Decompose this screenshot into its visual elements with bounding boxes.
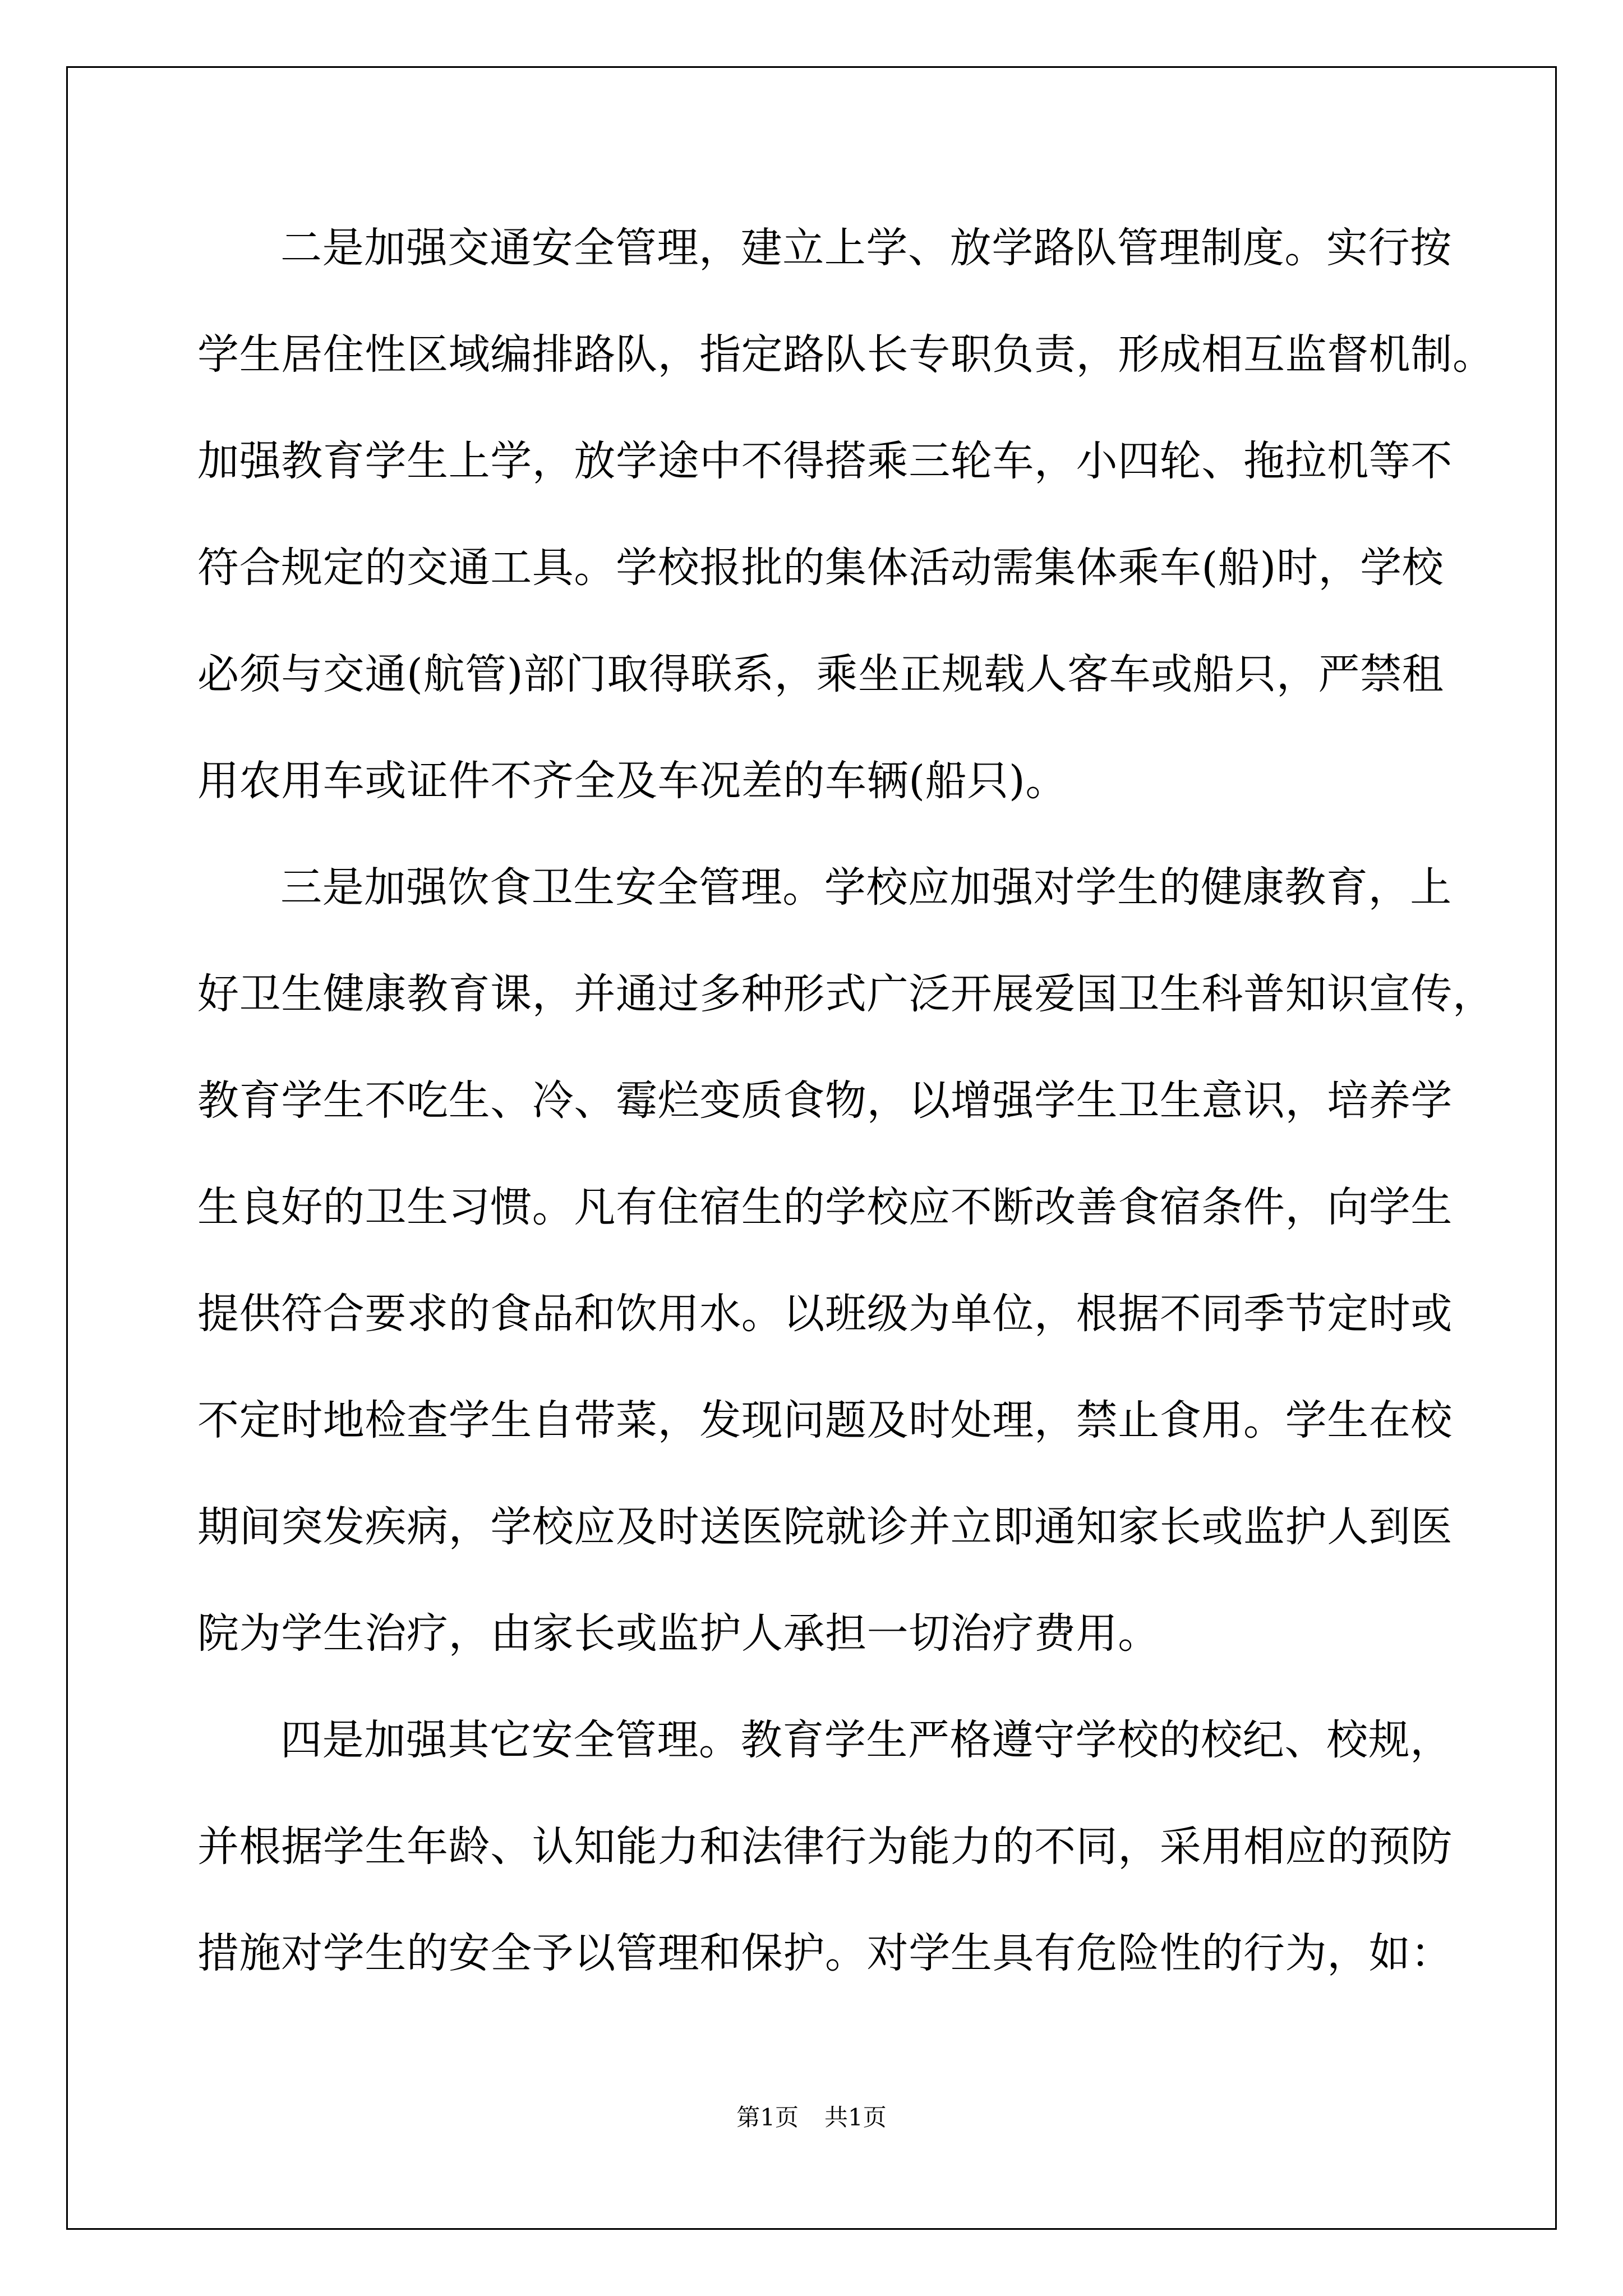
paragraph-2-line-5: 必须与交通(航管)部门取得联系，乘坐正规载人客车或船只，严禁租 xyxy=(197,650,1444,698)
paragraph-3-line-5: 提供符合要求的食品和饮用水。以班级为单位，根据不同季节定时或 xyxy=(197,1290,1453,1338)
paragraph-2-line-6: 用农用车或证件不齐全及车况差的车辆(船只)。 xyxy=(197,757,1067,805)
paragraph-4-line-1: 四是加强其它安全管理。教育学生严格遵守学校的校纪、校规， xyxy=(280,1716,1452,1764)
page-number: 第1页 xyxy=(736,2104,799,2131)
paragraph-3-line-1: 三是加强饮食卫生安全管理。学校应加强对学生的健康教育，上 xyxy=(280,863,1452,912)
paragraph-3-line-2: 好卫生健康教育课，并通过多种形式广泛开展爱国卫生科普知识宣传， xyxy=(197,970,1495,1018)
paragraph-3-line-4: 生良好的卫生习惯。凡有住宿生的学校应不断改善食宿条件，向学生 xyxy=(197,1183,1453,1231)
paragraph-2-line-3: 加强教育学生上学，放学途中不得搭乘三轮车，小四轮、拖拉机等不 xyxy=(197,437,1453,485)
paragraph-2-line-2: 学生居住性区域编排路队，指定路队长专职负责，形成相互监督机制。 xyxy=(197,330,1495,379)
paragraph-2-line-1: 二是加强交通安全管理，建立上学、放学路队管理制度。实行按 xyxy=(280,224,1452,272)
paragraph-3-line-6: 不定时地检查学生自带菜，发现问题及时处理，禁止食用。学生在校 xyxy=(197,1396,1453,1444)
paragraph-4-line-2: 并根据学生年龄、认知能力和法律行为能力的不同，采用相应的预防 xyxy=(197,1823,1453,1871)
page-total: 共1页 xyxy=(824,2104,887,2131)
paragraph-4-line-3: 措施对学生的安全予以管理和保护。对学生具有危险性的行为，如： xyxy=(197,1929,1453,1977)
paragraph-3-line-3: 教育学生不吃生、冷、霉烂变质食物，以增强学生卫生意识，培养学 xyxy=(197,1076,1453,1125)
paragraph-3-line-8: 院为学生治疗，由家长或监护人承担一切治疗费用。 xyxy=(197,1609,1160,1658)
paragraph-3-line-7: 期间突发疾病，学校应及时送医院就诊并立即通知家长或监护人到医 xyxy=(197,1503,1453,1551)
paragraph-2-line-4: 符合规定的交通工具。学校报批的集体活动需集体乘车(船)时，学校 xyxy=(197,544,1444,592)
page-border xyxy=(66,66,1557,2230)
page-footer xyxy=(0,2101,1623,2134)
